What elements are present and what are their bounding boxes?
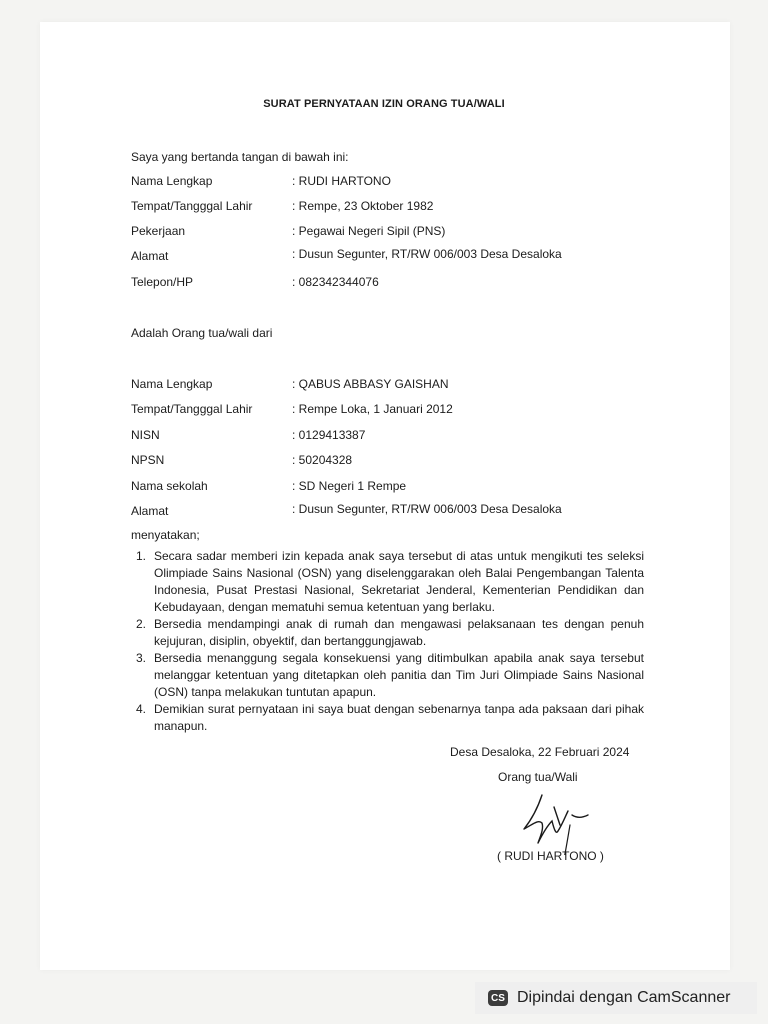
parent-row-job: [131, 224, 651, 240]
child-row-address: [131, 504, 651, 520]
declare-text: menyatakan;: [131, 528, 200, 542]
field-value: : QABUS ABBASY GAISHAN: [292, 377, 449, 391]
field-value: : Rempe, 23 Oktober 1982: [292, 199, 434, 213]
child-row-npsn: [131, 453, 651, 469]
field-label: Nama Lengkap: [131, 377, 213, 391]
list-item: [136, 650, 644, 701]
field-label: NISN: [131, 428, 160, 442]
signer-name: ( RUDI HARTONO ): [497, 849, 604, 863]
place-date: Desa Desaloka, 22 Februari 2024: [450, 745, 630, 759]
signature-scribble: [480, 785, 610, 855]
statement-list: [136, 548, 644, 735]
field-label: Alamat: [131, 249, 169, 263]
field-label: Tempat/Tangggal Lahir: [131, 402, 253, 416]
field-label: Telepon/HP: [131, 275, 194, 289]
field-label: Alamat: [131, 504, 169, 518]
field-label: NPSN: [131, 453, 165, 467]
child-row-birth: [131, 402, 651, 418]
relation-text: Adalah Orang tua/wali dari: [131, 326, 273, 340]
item-number: 3.: [136, 651, 147, 665]
item-text: Secara sadar memberi izin kepada anak saya tersebut di atas untuk mengikuti tes seleksi Olimpiade Sains Nasional (OSN) yang diselenggarakan oleh Balai Pengembangan Talenta Indonesia, Pusat Prestasi Nasional, Sekretariat Jenderal, Kementerian Pendidikan dan Kebudayaan, dengan mematuhi semua ketentuan yang berlaku.: [154, 549, 644, 614]
watermark-text: Dipindai dengan CamScanner: [517, 989, 731, 1006]
field-value: : Rempe Loka, 1 Januari 2012: [292, 402, 453, 416]
field-value: : RUDI HARTONO: [292, 174, 391, 188]
field-label: Pekerjaan: [131, 224, 186, 238]
camscanner-logo-icon: CS: [488, 990, 508, 1006]
field-label: Tempat/Tangggal Lahir: [131, 199, 253, 213]
item-text: Demikian surat pernyataan ini saya buat dengan sebenarnya tanpa ada paksaan dari pihak manapun.: [154, 702, 644, 733]
list-item: [136, 548, 644, 616]
item-text: Bersedia mendampingi anak di rumah dan mengawasi pelaksanaan tes dengan penuh kejujuran, disiplin, obyektif, dan bertanggungjawab.: [154, 617, 644, 648]
list-item: [136, 701, 644, 735]
field-value: : 50204328: [292, 453, 353, 467]
field-label: Nama sekolah: [131, 479, 208, 493]
scanner-watermark: [475, 982, 757, 1014]
intro-text: Saya yang bertanda tangan di bawah ini:: [131, 150, 349, 164]
child-row-school: [131, 479, 651, 495]
signer-role: Orang tua/Wali: [498, 770, 578, 784]
item-number: 4.: [136, 702, 147, 716]
field-value: : SD Negeri 1 Rempe: [292, 479, 407, 493]
parent-row-birth: [131, 199, 651, 215]
child-row-name: [131, 377, 651, 393]
parent-row-name: [131, 174, 651, 190]
parent-row-address: [131, 249, 651, 265]
child-row-nisn: [131, 428, 651, 444]
item-text: Bersedia menanggung segala konsekuensi yang ditimbulkan apabila anak saya tersebut melanggar ketentuan yang ditetapkan oleh panitia dan Tim Juri Olimpiade Sains Nasional (OSN) tanpa melakukan tuntutan apapun.: [154, 651, 644, 699]
item-number: 1.: [136, 549, 147, 563]
field-value: : Dusun Segunter, RT/RW 006/003 Desa Desaloka: [292, 502, 562, 516]
document-page: [40, 22, 730, 970]
field-value: : Pegawai Negeri Sipil (PNS): [292, 224, 446, 238]
field-value: : 0129413387: [292, 428, 366, 442]
document-title: SURAT PERNYATAAN IZIN ORANG TUA/WALI: [263, 98, 505, 110]
list-item: [136, 616, 644, 650]
signature-block: [450, 745, 650, 863]
field-value: : 082342344076: [292, 275, 379, 289]
field-label: Nama Lengkap: [131, 174, 213, 188]
parent-row-phone: [131, 275, 651, 291]
field-value: : Dusun Segunter, RT/RW 006/003 Desa Desaloka: [292, 247, 562, 261]
item-number: 2.: [136, 617, 147, 631]
